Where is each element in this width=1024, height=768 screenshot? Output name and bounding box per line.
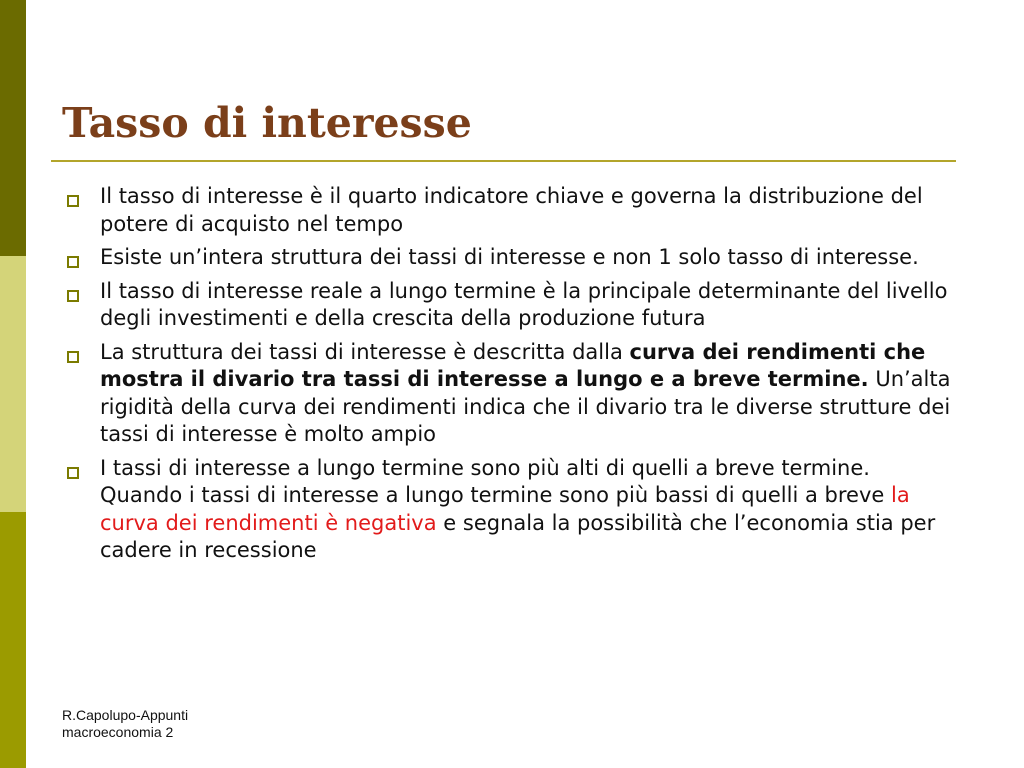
bullet-item-3	[62, 278, 952, 333]
bullet-list	[62, 183, 952, 571]
hollow-square-icon	[67, 195, 79, 207]
bullet-text-1: Il tasso di interesse è il quarto indicatore chiave e governa la distribuzione del potere di acquisto nel tempo	[100, 184, 923, 236]
bullet-text-4-part2: Un’alta rigidità della curva dei rendimenti indica che il divario tra le diverse strutture dei tassi di interesse è molto ampio	[100, 367, 951, 446]
hollow-square-icon	[67, 467, 79, 479]
bullet-text-5-part1: I tassi di interesse a lungo termine sono più alti di quelli a breve termine. Quando i tassi di interesse a lungo termine sono più bassi di quelli a breve	[100, 455, 891, 507]
sidebar-stripe-dark	[0, 0, 26, 256]
hollow-square-icon	[67, 290, 79, 302]
bullet-text-4-emphasis: curva dei rendimenti che mostra il divario tra tassi di interesse a lungo e a breve termine.	[100, 339, 926, 391]
footer-credit	[62, 707, 188, 741]
bullet-text-2: Esiste un’intera struttura dei tassi di interesse e non 1 solo tasso di interesse.	[100, 245, 919, 269]
bullet-item-1	[62, 183, 952, 238]
bullet-item-2	[62, 244, 952, 272]
hollow-square-icon	[67, 256, 79, 268]
bullet-text-5-part2: e segnala la possibilità che l’economia stia per cadere in recessione	[100, 510, 936, 562]
bullet-item-4	[62, 339, 952, 449]
slide-title: Tasso di interesse	[62, 99, 472, 147]
bullet-text-5-highlight: la curva dei rendimenti è negativa	[100, 483, 910, 535]
footer-line-1: R.Capolupo-Appunti	[62, 707, 189, 723]
bullet-item-5	[62, 455, 952, 565]
sidebar-stripe-light	[0, 256, 26, 512]
hollow-square-icon	[67, 351, 79, 363]
footer-line-2: macroeconomia 2	[62, 724, 174, 740]
sidebar-stripe-mid	[0, 512, 26, 768]
title-divider	[51, 160, 956, 162]
bullet-text-3: Il tasso di interesse reale a lungo termine è la principale determinante del livello degli investimenti e della crescita della produzione futura	[100, 278, 948, 330]
bullet-text-4-part1: La struttura dei tassi di interesse è descritta dalla	[100, 339, 630, 364]
